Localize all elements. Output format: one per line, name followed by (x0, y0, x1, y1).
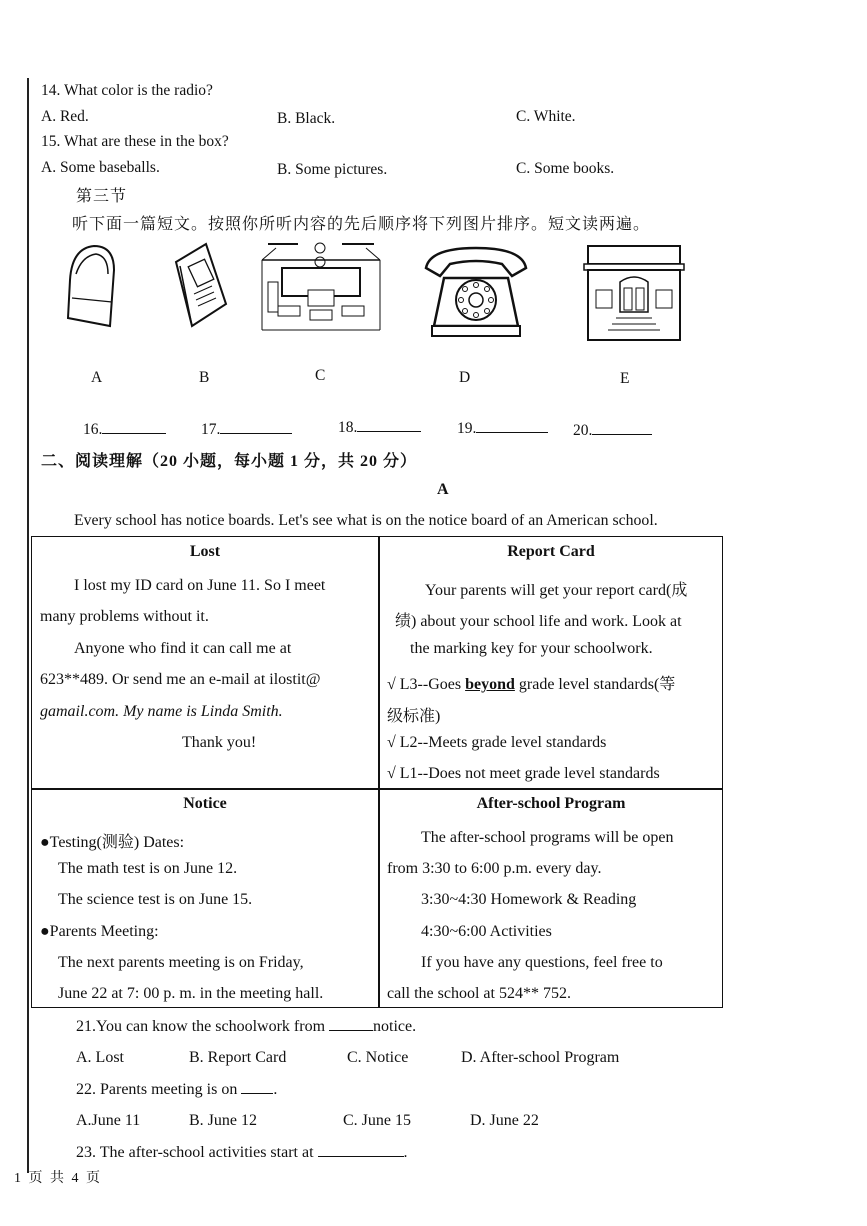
q22-option-c: C. June 15 (343, 1112, 411, 1129)
passage-letter: A (437, 481, 449, 498)
answer-slot-20[interactable]: 20. (573, 422, 652, 440)
q15-option-c: C. Some books. (516, 160, 615, 177)
q22-option-a: A.June 11 (76, 1112, 141, 1129)
answer-slot-17[interactable]: 17. (201, 421, 292, 439)
lost-line-2: many problems without it. (40, 608, 209, 625)
telephone-icon (420, 244, 532, 340)
q21-stem: 21.You can know the schoolwork from notice. (76, 1018, 417, 1035)
beyond-word: beyond (465, 676, 515, 693)
picture-label-a: A (91, 369, 103, 386)
q22-stem: 22. Parents meeting is on . (76, 1081, 278, 1098)
lost-line-1: I lost my ID card on June 11. So I meet (74, 577, 326, 594)
section3-title: 第三节 (76, 188, 128, 205)
lost-line-5: gamail.com. My name is Linda Smith. (40, 703, 283, 720)
report-card-panel (379, 543, 723, 561)
q21-option-c: C. Notice (347, 1049, 409, 1066)
notice-line-4: ●Parents Meeting: (40, 923, 159, 940)
reading-part-title: 二、阅读理解（20 小题，每小题 1 分，共 20 分） (41, 453, 418, 470)
answer-slot-18[interactable]: 18. (338, 419, 421, 437)
lost-panel (32, 543, 378, 561)
notice-board-table (31, 536, 723, 1008)
report-line-2: 绩) about your school life and work. Look at (395, 613, 682, 630)
margin-line (27, 78, 29, 1173)
q22-option-d: D. June 22 (470, 1112, 539, 1129)
after-line-6: call the school at 524** 752. (387, 985, 571, 1002)
picture-label-b: B (199, 369, 210, 386)
after-line-5: If you have any questions, feel free to (421, 954, 663, 971)
q15-stem: 15. What are these in the box? (41, 133, 229, 150)
notice-line-5: The next parents meeting is on Friday, (58, 954, 304, 971)
report-l2: √ L2--Meets grade level standards (387, 734, 607, 751)
page-footer: 1 页 共 4 页 (14, 1171, 102, 1186)
q14-option-c: C. White. (516, 108, 576, 125)
picture-label-c: C (315, 367, 326, 384)
after-line-3: 3:30~4:30 Homework & Reading (421, 891, 637, 908)
report-card-title: Report Card (507, 543, 595, 560)
notice-line-1: ●Testing(测验) Dates: (40, 834, 185, 851)
notice-line-3: The science test is on June 15. (58, 891, 253, 908)
report-l1: √ L1--Does not meet grade level standards (387, 765, 660, 782)
report-l3: √ L3--Goes beyond grade level standards(等 (387, 676, 676, 693)
report-line-1: Your parents will get your report card(成 (425, 582, 688, 599)
notice-title: Notice (183, 795, 227, 812)
q14-option-a: A. Red. (41, 108, 89, 125)
after-line-1: The after-school programs will be open (421, 829, 674, 846)
answer-slot-16[interactable]: 16. (83, 421, 166, 439)
report-line-3: the marking key for your schoolwork. (410, 640, 653, 657)
picture-label-e: E (620, 370, 630, 387)
q15-option-a: A. Some baseballs. (41, 159, 160, 176)
q15-option-b: B. Some pictures. (277, 161, 388, 178)
q14-option-b: B. Black. (277, 110, 336, 127)
q21-option-b: B. Report Card (189, 1049, 287, 1066)
eraser-icon (62, 240, 122, 332)
lost-line-4: 623**489. Or send me an e-mail at ilostit@ (40, 671, 321, 688)
notice-line-2: The math test is on June 12. (58, 860, 238, 877)
q21-option-d: D. After-school Program (461, 1049, 620, 1066)
lost-thanks: Thank you! (182, 734, 257, 751)
classroom-icon (258, 238, 384, 334)
passage-intro: Every school has notice boards. Let's see what is on the notice board of an American school. (74, 512, 658, 529)
notice-line-6: June 22 at 7: 00 p. m. in the meeting hall. (58, 985, 324, 1002)
report-l3-cont: 级标准) (387, 708, 441, 725)
picture-label-d: D (459, 369, 471, 386)
lost-line-3: Anyone who find it can call me at (74, 640, 292, 657)
q21-option-a: A. Lost (76, 1049, 124, 1066)
after-line-2: from 3:30 to 6:00 p.m. every day. (387, 860, 602, 877)
notice-panel (32, 795, 378, 813)
q14-stem: 14. What color is the radio? (41, 82, 213, 99)
after-line-4: 4:30~6:00 Activities (421, 923, 552, 940)
answer-slot-19[interactable]: 19. (457, 420, 548, 438)
after-school-panel (379, 795, 723, 813)
section3-instruction: 听下面一篇短文。按照你所听内容的先后顺序将下列图片排序。短文读两遍。 (72, 216, 651, 233)
q23-stem: 23. The after-school activities start at . (76, 1144, 408, 1161)
lost-title: Lost (189, 543, 221, 560)
school-building-icon (582, 242, 686, 342)
q22-option-b: B. June 12 (189, 1112, 257, 1129)
notebook-icon (170, 240, 230, 332)
after-school-title: After-school Program (476, 795, 626, 812)
